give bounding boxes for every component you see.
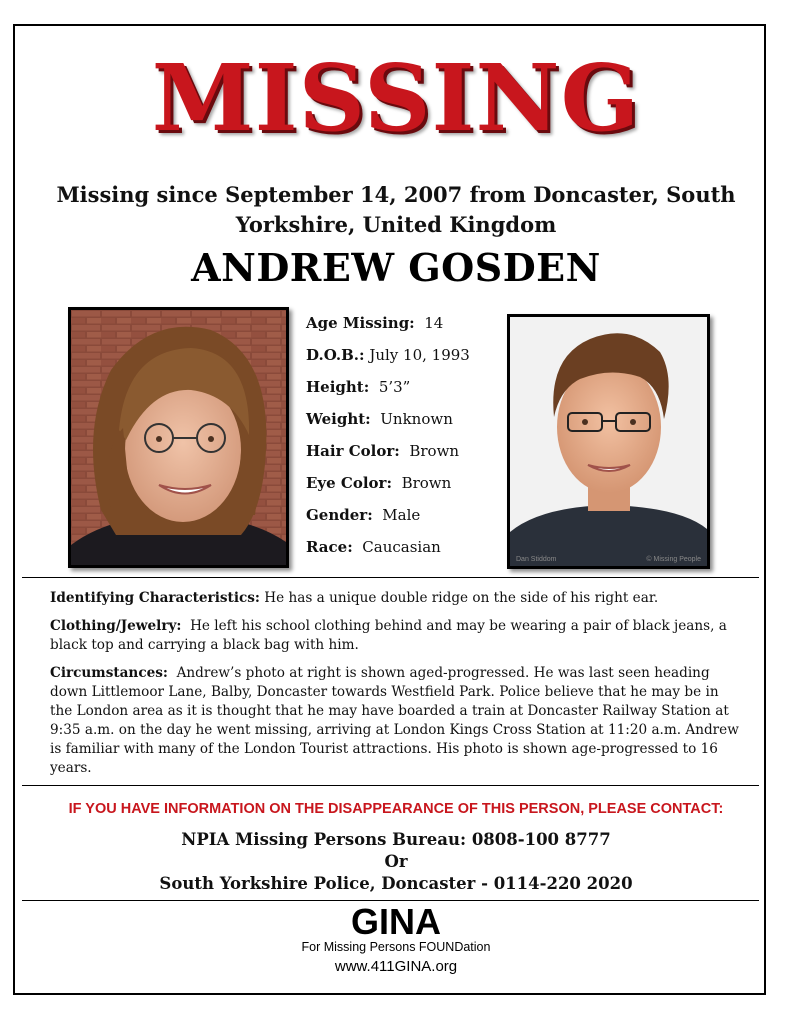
clothing-jewelry: Clothing/Jewelry: He left his school clothing behind and may be wearing a pair of black jeans, a black top and carrying a black bag with him. xyxy=(50,618,727,653)
identifying-characteristics: Identifying Characteristics: He has a unique double ridge on the side of his right ear. xyxy=(50,590,659,606)
missing-since-subtitle: Missing since September 14, 2007 from Doncaster, South Yorkshire, United Kingdom xyxy=(56,182,736,237)
detail-race: Race: Caucasian xyxy=(306,538,441,556)
svg-text:GINA: GINA xyxy=(351,903,441,939)
divider-bottom xyxy=(22,900,759,901)
contact-or: Or xyxy=(384,852,408,871)
divider-top xyxy=(22,577,759,578)
case-description xyxy=(50,589,740,775)
gina-logo-mark xyxy=(336,903,456,939)
detail-eye-color: Eye Color: Brown xyxy=(306,474,452,492)
age-progressed-photo xyxy=(507,314,710,569)
detail-gender: Gender: Male xyxy=(306,506,421,524)
circumstances: Circumstances: Andrew’s photo at right is shown aged-progressed. He was last seen heading down Littlemoor Lane, Balby, Doncaster towards Westfield Park. Police believe that he may be in the London area as it is thought that he may have boarded a train at Doncaster Railway Station at 9:35 a.m. on the day he went missing, arriving at London Kings Cross Station at 11:20 a.m. Andrew is familiar with many of the London Tourist attractions. His photo is shown age-progressed to 16 years. xyxy=(50,665,739,775)
detail-height: Height: 5’3” xyxy=(306,378,411,396)
detail-hair-color: Hair Color: Brown xyxy=(306,442,460,460)
contact-info xyxy=(0,829,792,895)
gina-website: www.411GINA.org xyxy=(334,958,458,975)
contact-heading: IF YOU HAVE INFORMATION ON THE DISAPPEARANCE OF THIS PERSON, PLEASE CONTACT: xyxy=(68,801,724,817)
gina-tagline: For Missing Persons FOUNDation xyxy=(301,940,491,954)
contact-npia: NPIA Missing Persons Bureau: 0808-100 8777 xyxy=(181,830,611,849)
contact-police: South Yorkshire Police, Doncaster - 0114-220 2020 xyxy=(159,874,633,893)
person-name: ANDREW GOSDEN xyxy=(191,245,601,290)
divider-middle xyxy=(22,785,759,786)
detail-age-missing: Age Missing: 14 xyxy=(306,314,444,332)
original-photo xyxy=(68,307,289,568)
detail-dob: D.O.B.: July 10, 1993 xyxy=(306,346,470,364)
detail-weight: Weight: Unknown xyxy=(306,410,453,428)
physical-details xyxy=(306,310,496,566)
photo-credit-right: © Missing People xyxy=(646,556,701,563)
photo-credit-left: Dan Stiddom xyxy=(516,556,557,563)
missing-title: MISSING xyxy=(151,44,641,152)
